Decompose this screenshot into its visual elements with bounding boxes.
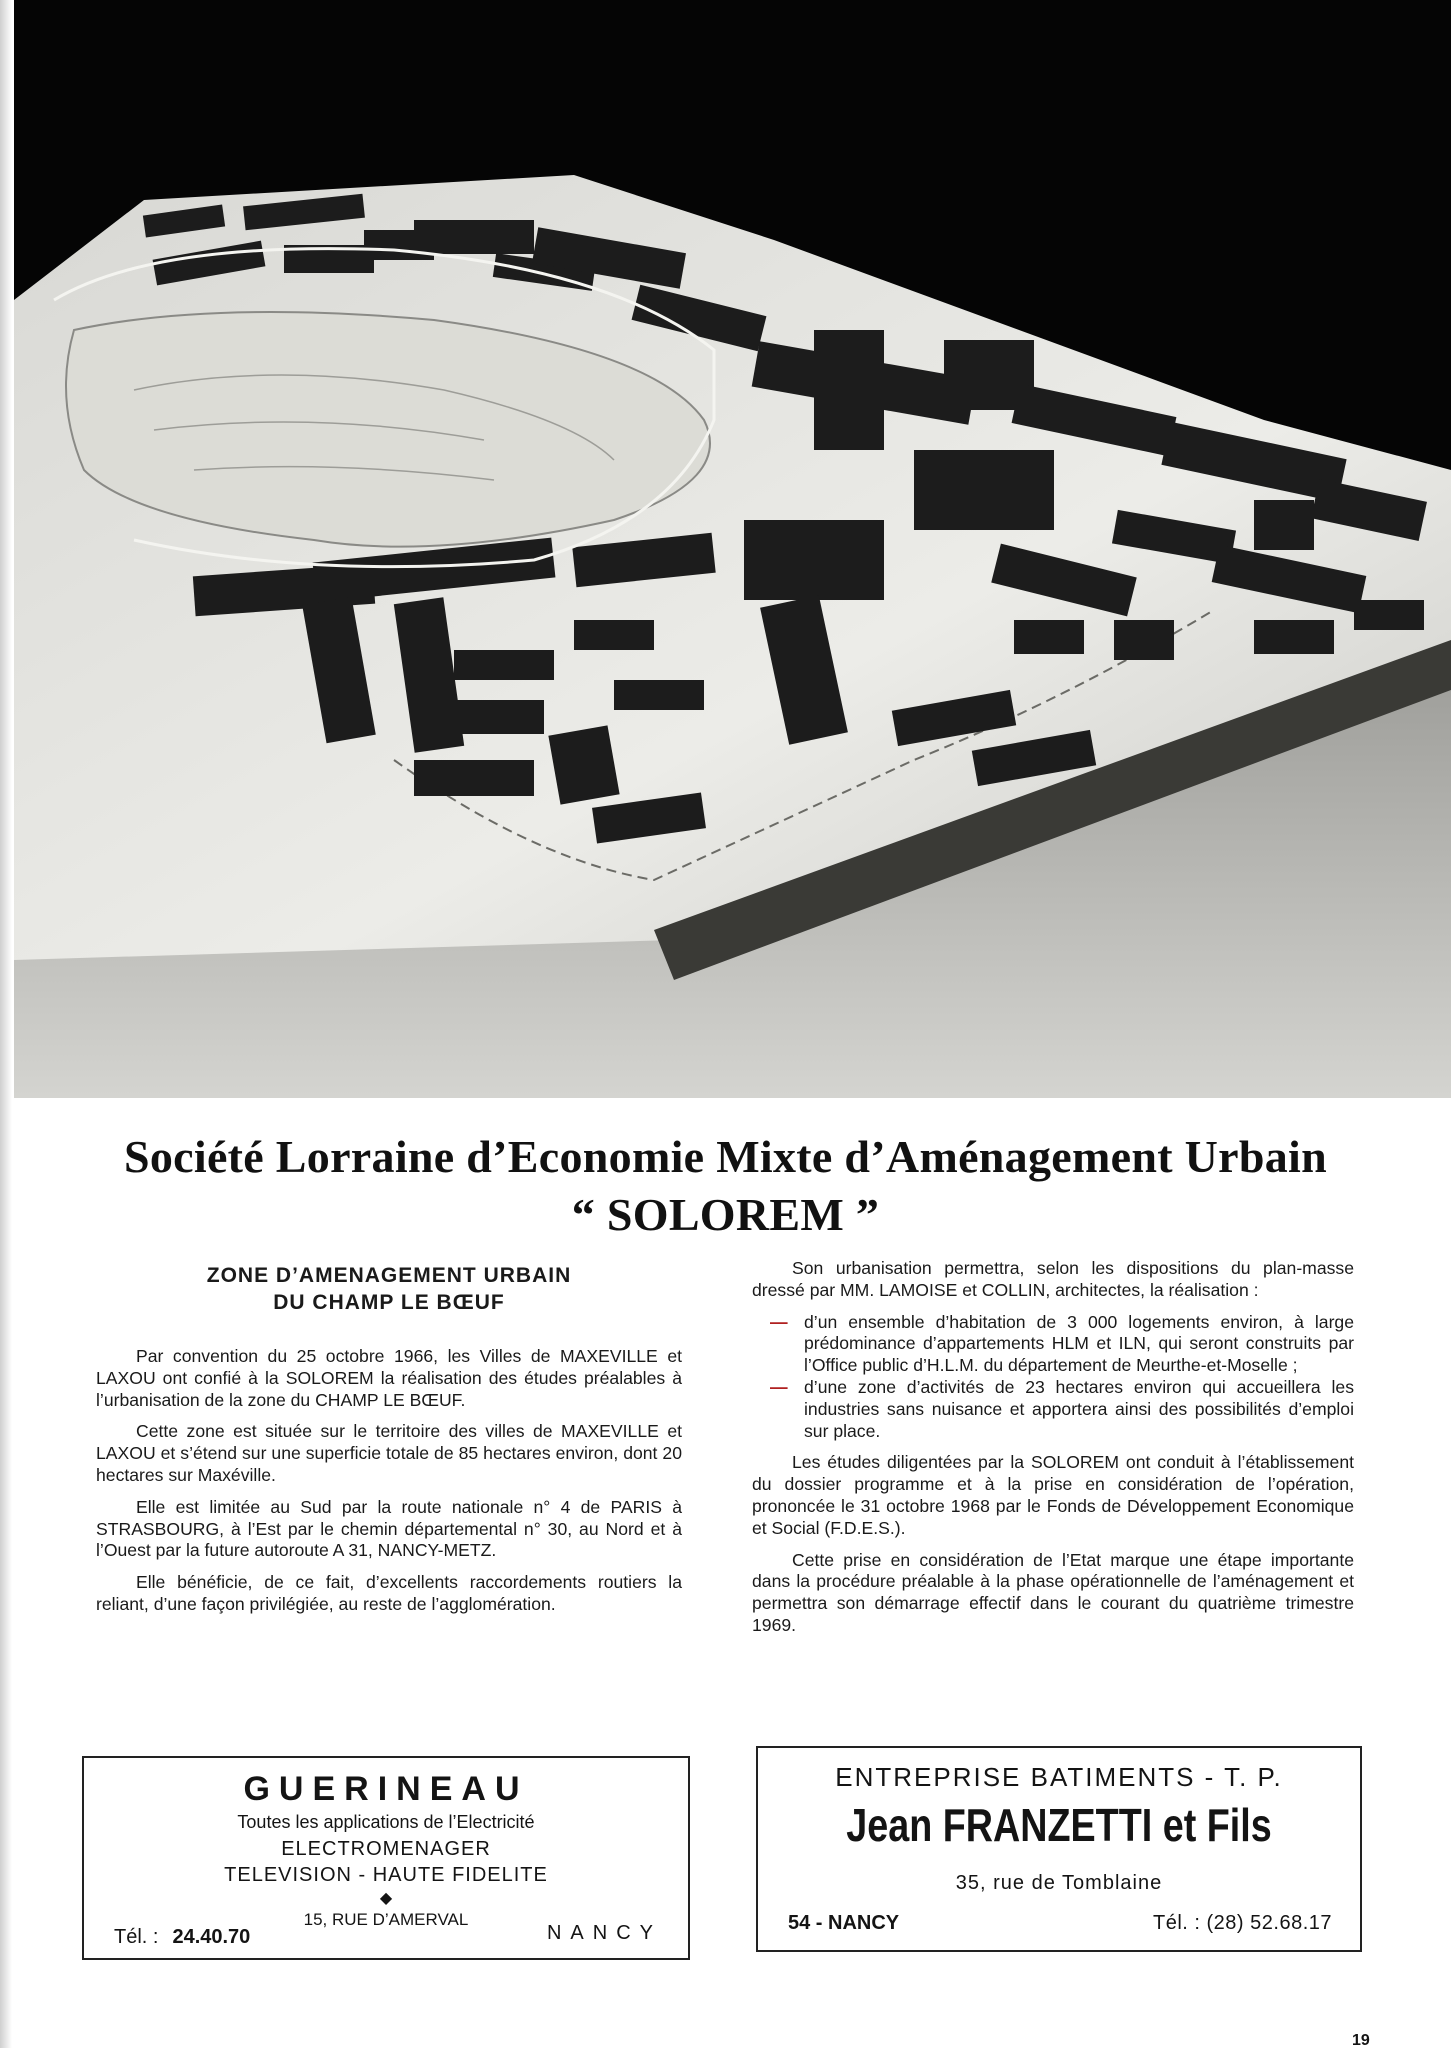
ad-franzetti-address: 35, rue de Tomblaine	[955, 1872, 1163, 1894]
article-paragraph: Par convention du 25 octobre 1966, les Villes de MAXEVILLE et LAXOU ont confié à la SOLOREM la réalisation des études préalables à l’urbanisation de la zone du CHAMP LE BŒUF.	[96, 1346, 682, 1410]
article-list-item	[752, 1377, 1354, 1442]
article-paragraph: Cette zone est située sur le territoire des villes de MAXEVILLE et LAXOU et s’étend sur une superficie totale de 85 hectares environ, dont 20 hectares sur Maxéville.	[96, 1421, 682, 1485]
article-paragraph: Son urbanisation permettra, selon les dispositions du plan-masse dressé par MM. LAMOISE et COLLIN, architectes, la réalisation :	[752, 1258, 1354, 1300]
ad-franzetti-brand: Jean FRANZETTI et Fils	[846, 1799, 1272, 1851]
page-number: 19	[1352, 2032, 1370, 2049]
page-edge	[0, 0, 12, 2048]
diamond-ornament-icon: ◆	[379, 1890, 393, 1907]
list-marker: —	[770, 1376, 788, 1397]
headline-line-2: “ SOLOREM ”	[571, 1189, 880, 1240]
ad-guerineau-address: 15, RUE D’AMERVAL	[303, 1910, 469, 1929]
ad-franzetti-phone: Tél. : (28) 52.68.17	[1153, 1912, 1332, 1934]
article-list-item-text: d’une zone d’activités de 23 hectares environ qui accueillera les industries sans nuisance et apportera ainsi des possibilités d’emploi sur place.	[804, 1376, 1354, 1441]
ad-guerineau-service-2: TELEVISION - HAUTE FIDELITE	[224, 1864, 548, 1886]
ad-guerineau-phone	[114, 1926, 250, 1949]
list-marker: —	[770, 1311, 788, 1332]
headline-line-1: Société Lorraine d’Economie Mixte d’Aménagement Urbain	[123, 1131, 1328, 1182]
article-heading-line-1: ZONE D’AMENAGEMENT URBAIN	[206, 1264, 572, 1287]
ad-guerineau-service-1: ELECTROMENAGER	[281, 1838, 491, 1860]
ad-guerineau-phone-number: 24.40.70	[172, 1926, 251, 1948]
article-list-item	[752, 1312, 1354, 1377]
article-heading-line-2: DU CHAMP LE BŒUF	[273, 1291, 505, 1314]
article-paragraph: Elle bénéficie, de ce fait, d’excellents raccordements routiers la reliant, d’une façon privilégiée, au reste de l’agglomération.	[96, 1572, 682, 1614]
ad-guerineau-city: NANCY	[546, 1922, 662, 1944]
article-right-column	[752, 1258, 1354, 1647]
article-heading	[96, 1262, 682, 1316]
ad-guerineau-tagline: Toutes les applications de l’Electricité	[237, 1812, 535, 1832]
ad-guerineau	[82, 1756, 690, 1960]
article-paragraph: Elle est limitée au Sud par la route nationale n° 4 de PARIS à STRASBOURG, à l’Est par le chemin départemental n° 30, au Nord et à l’Ouest par la future autoroute A 31, NANCY-METZ.	[96, 1496, 682, 1561]
ad-guerineau-brand: GUERINEAU	[243, 1770, 529, 1808]
ad-franzetti-city: 54 - NANCY	[788, 1912, 900, 1934]
ad-guerineau-phone-label: Tél. :	[114, 1926, 159, 1948]
model-photo	[14, 0, 1451, 1098]
article-list	[752, 1312, 1354, 1443]
ad-franzetti	[756, 1746, 1362, 1952]
article-paragraph: Les études diligentées par la SOLOREM ont conduit à l’établissement du dossier programme et à la prise en considération de l’opération, prononcée le 31 octobre 1968 par le Fonds de Développement Economique et Social (F.D.E.S.).	[752, 1452, 1354, 1538]
article-left-column	[96, 1258, 682, 1626]
article-list-item-text: d’un ensemble d’habitation de 3 000 logements environ, à large prédominance d’appartements HLM et ILN, qui seront construits par l’Office public d’H.L.M. du département de Meurthe-et-Moselle ;	[804, 1311, 1354, 1376]
article-paragraph: Cette prise en considération de l’Etat marque une étape importante dans la procédure préalable à la phase opérationnelle de l’aménagement et permettra son démarrage effectif dans le courant du quatrième trimestre 1969.	[752, 1549, 1354, 1635]
ad-franzetti-category: ENTREPRISE BATIMENTS - T. P.	[835, 1762, 1283, 1792]
model-photo-image	[14, 0, 1451, 1098]
